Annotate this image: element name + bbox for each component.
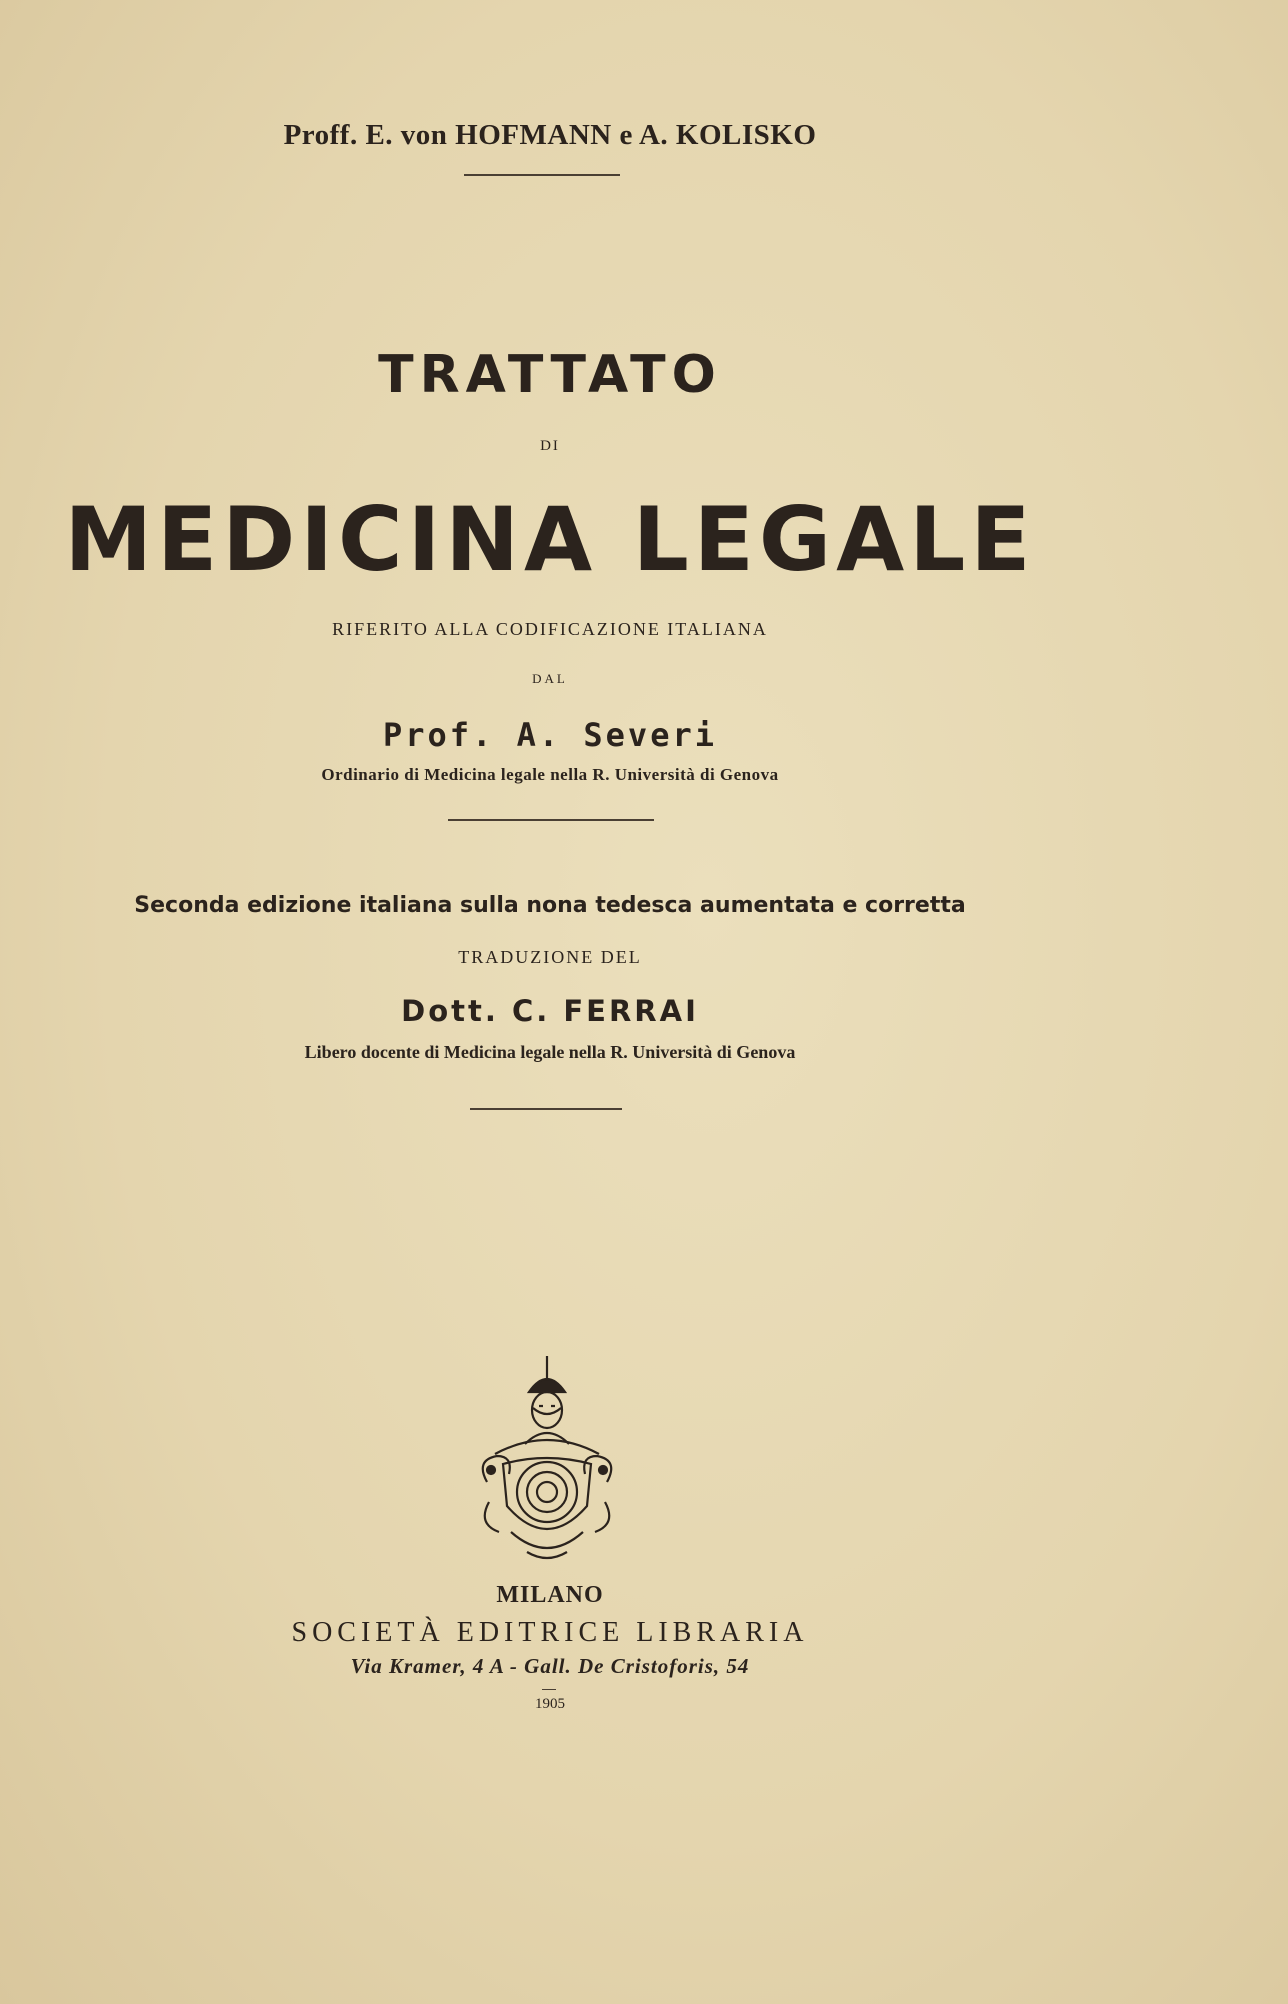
main-title: MEDICINA LEGALE (64, 488, 1036, 591)
authors-line: Proff. E. von HOFMANN e A. KOLISKO (283, 119, 817, 151)
imprint-address: Via Kramer, 4 A - Gall. De Cristoforis, 54 (350, 1654, 750, 1678)
title-subtitle: RIFERITO ALLA CODIFICAZIONE ITALIANA (332, 619, 768, 639)
editor-name: Prof. A. Severi (383, 716, 717, 754)
translator-name: Dott. C. FERRAI (401, 994, 699, 1028)
translator-role: Libero docente di Medicina legale nella R. Università di Genova (304, 1042, 796, 1062)
divider-top (464, 174, 620, 176)
imprint-publisher: SOCIETÀ EDITRICE LIBRARIA (291, 1617, 809, 1648)
edition-statement: Seconda edizione italiana sulla nona tedesca aumentata e corretta (134, 893, 966, 918)
editor-role: Ordinario di Medicina legale nella R. Università di Genova (321, 765, 779, 784)
divider-lower (470, 1108, 622, 1110)
divider-middle (448, 819, 654, 821)
year-dash (542, 1689, 556, 1690)
title-pre: TRATTATO (378, 345, 722, 405)
editor-prefix: DAL (532, 671, 568, 686)
title-connector: DI (540, 438, 560, 454)
publisher-emblem-icon (467, 1352, 627, 1566)
imprint-city: MILANO (496, 1582, 604, 1608)
imprint-year: 1905 (535, 1696, 565, 1712)
translator-prefix: TRADUZIONE DEL (458, 947, 642, 967)
